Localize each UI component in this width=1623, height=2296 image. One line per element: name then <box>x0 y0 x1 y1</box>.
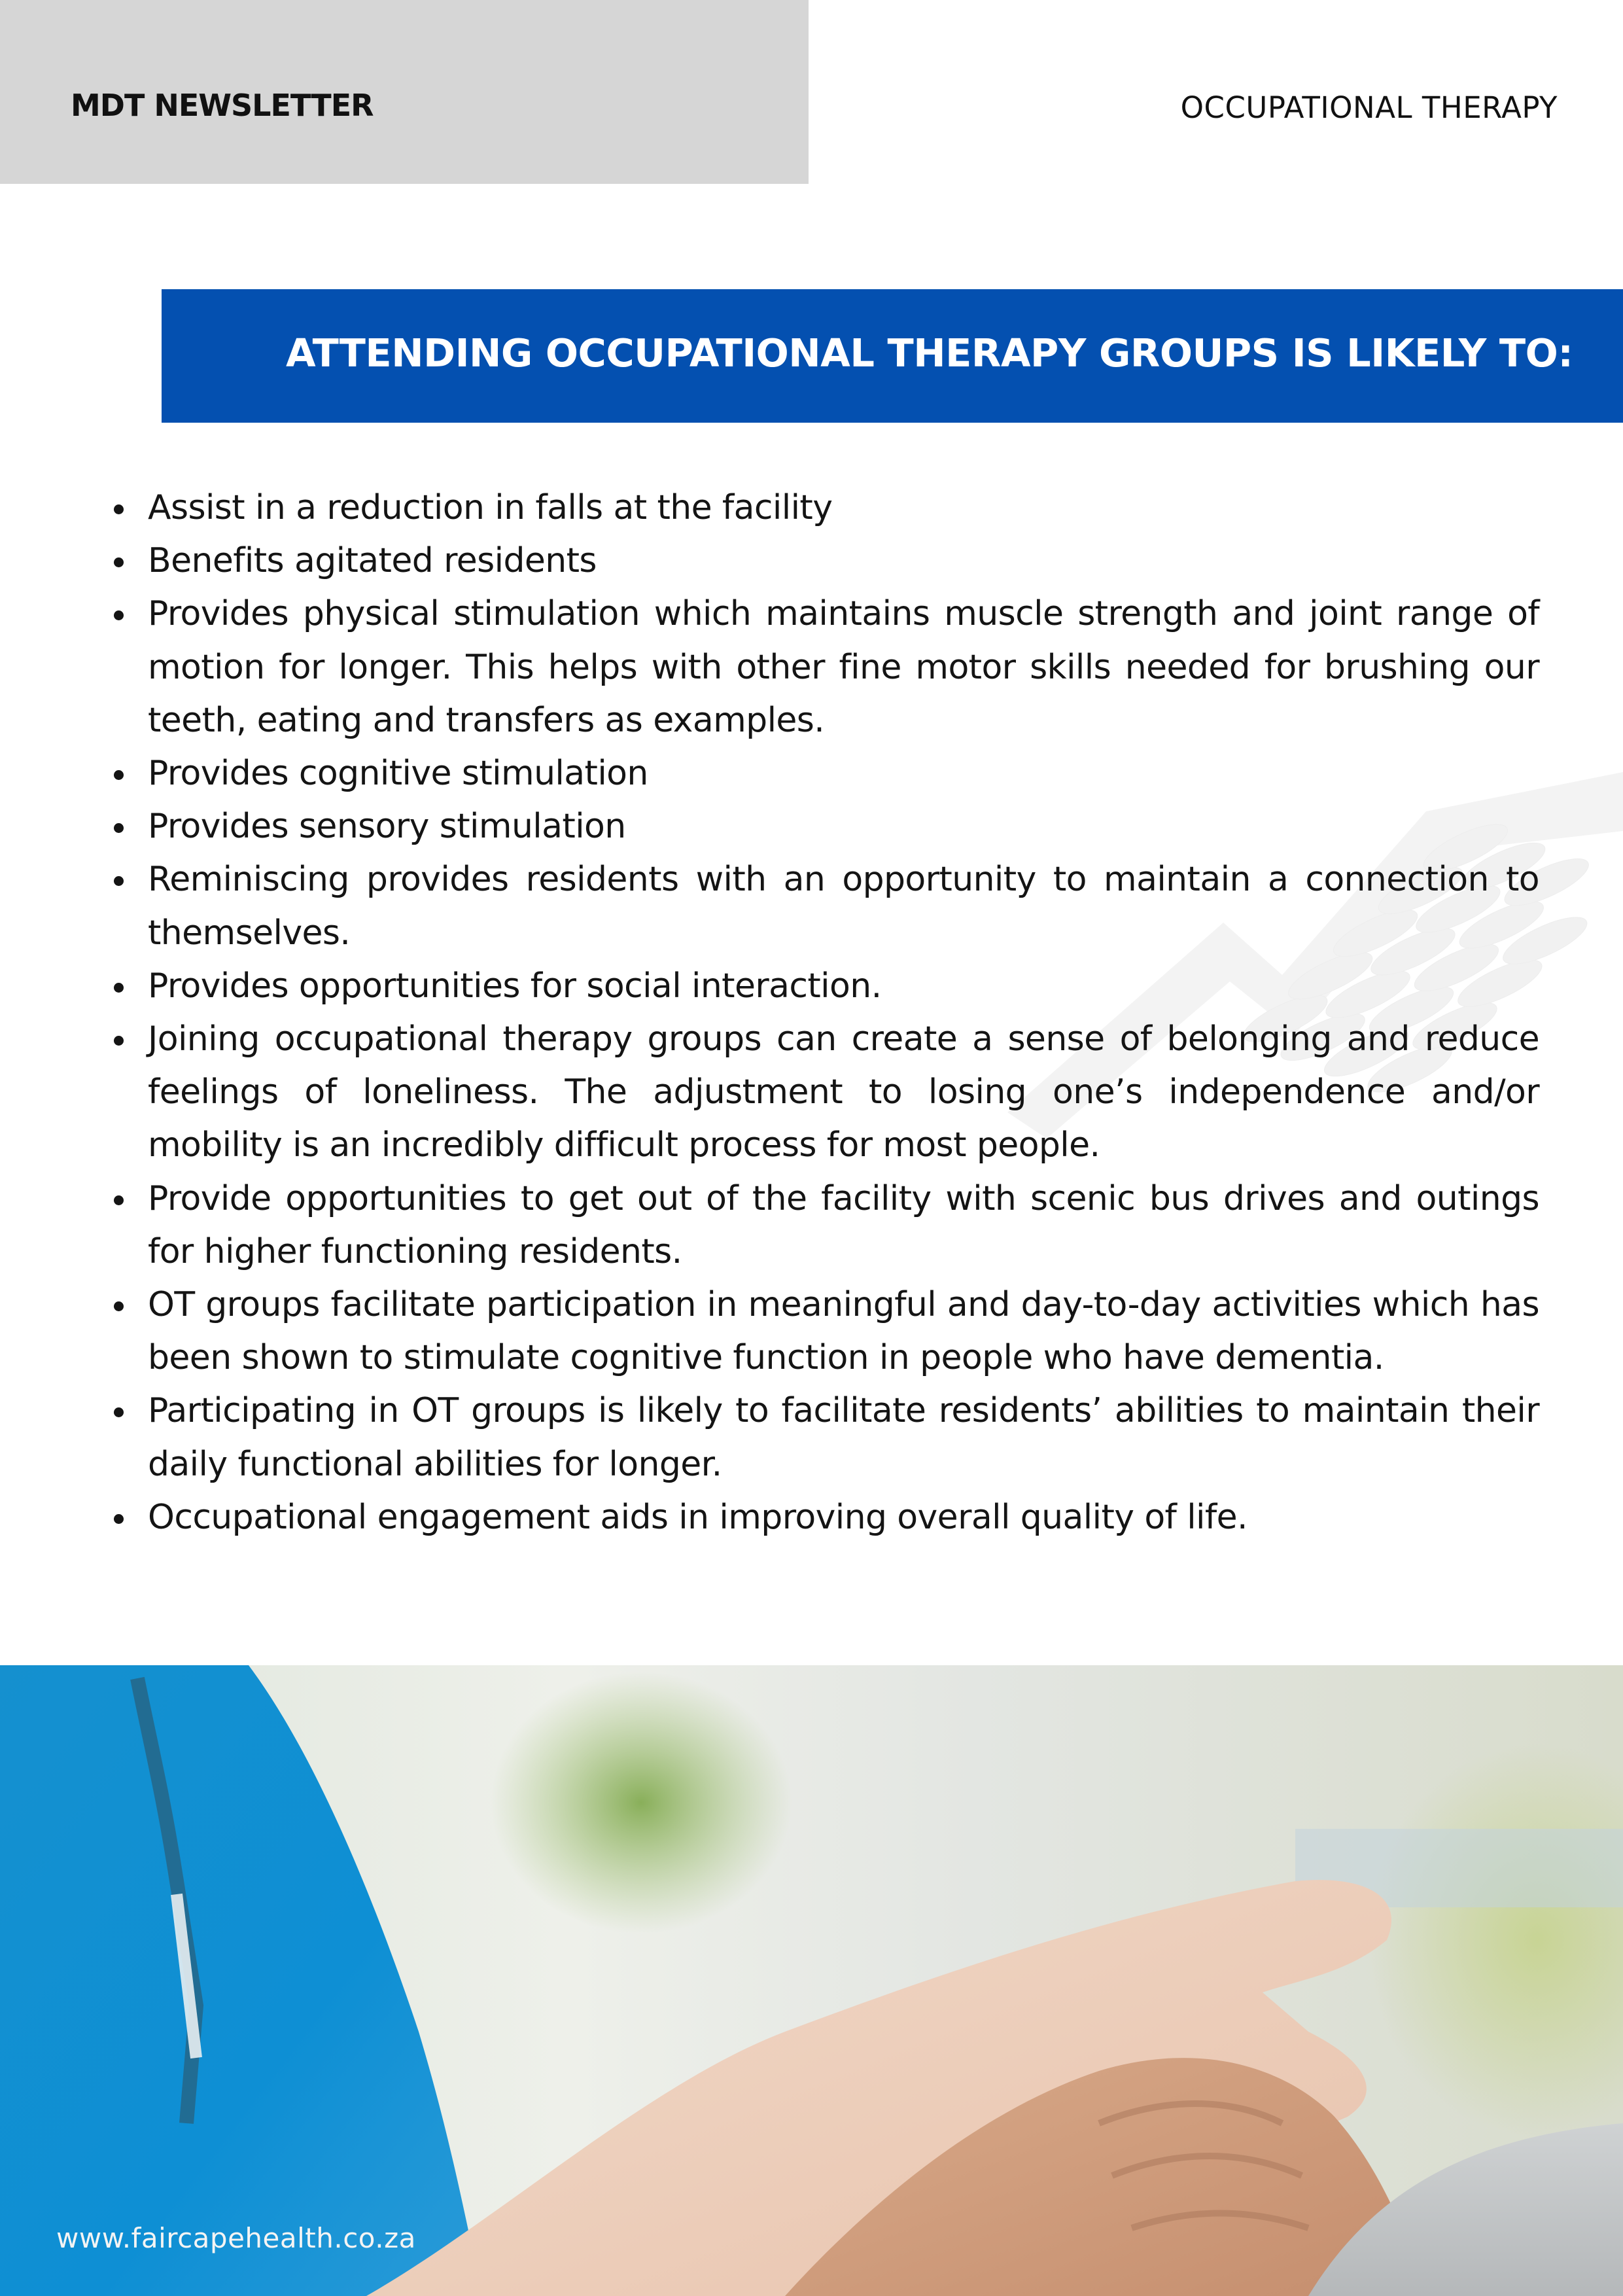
bullet-icon <box>114 876 124 886</box>
list-item: Joining occupational therapy groups can create a sense of belonging and reduce feelings of loneliness. The adjustment to losing one’s independence and/or mobility is an incredibly difficult process for most people. <box>148 1013 1539 1173</box>
banner-heading: ATTENDING OCCUPATIONAL THERAPY GROUPS IS LIKELY TO: <box>286 330 1573 376</box>
holding-hands-image <box>0 1665 1623 2296</box>
bullet-icon <box>114 1514 124 1524</box>
section-banner <box>162 289 1623 423</box>
newsletter-title: MDT NEWSLETTER <box>71 88 374 123</box>
bullet-icon <box>114 1407 124 1417</box>
list-item: Provides sensory stimulation <box>148 800 1539 853</box>
list-item: Provides cognitive stimulation <box>148 747 1539 800</box>
bullet-icon <box>114 1195 124 1205</box>
holding-hands-photo <box>0 1665 1623 2296</box>
header-brand-panel <box>0 0 809 184</box>
bullet-icon <box>114 823 124 833</box>
bullet-icon <box>114 983 124 993</box>
section-title: OCCUPATIONAL THERAPY <box>1180 90 1558 125</box>
list-item: Assist in a reduction in falls at the facility <box>148 482 1539 535</box>
bullet-icon <box>114 610 124 620</box>
website-link[interactable]: www.faircapehealth.co.za <box>56 2222 416 2254</box>
list-item: Provides opportunities for social interaction. <box>148 960 1539 1013</box>
bullet-icon <box>114 1301 124 1311</box>
list-item: Occupational engagement aids in improving overall quality of life. <box>148 1491 1539 1544</box>
bullet-icon <box>114 557 124 567</box>
bullet-icon <box>114 770 124 780</box>
list-item: Provide opportunities to get out of the facility with scenic bus drives and outings for higher functioning residents. <box>148 1173 1539 1279</box>
benefits-list <box>0 482 1623 1544</box>
list-item: Provides physical stimulation which maintains muscle strength and joint range of motion for longer. This helps with other fine motor skills needed for brushing our teeth, eating and transfers as examples. <box>148 588 1539 747</box>
list-item: OT groups facilitate participation in meaningful and day-to-day activities which has been shown to stimulate cognitive function in people who have dementia. <box>148 1279 1539 1385</box>
bullet-icon <box>114 1036 124 1046</box>
list-item: Benefits agitated residents <box>148 535 1539 588</box>
bullet-icon <box>114 504 124 514</box>
list-item: Participating in OT groups is likely to facilitate residents’ abilities to maintain their daily functional abilities for longer. <box>148 1385 1539 1491</box>
list-item: Reminiscing provides residents with an opportunity to maintain a connection to themselves. <box>148 853 1539 959</box>
